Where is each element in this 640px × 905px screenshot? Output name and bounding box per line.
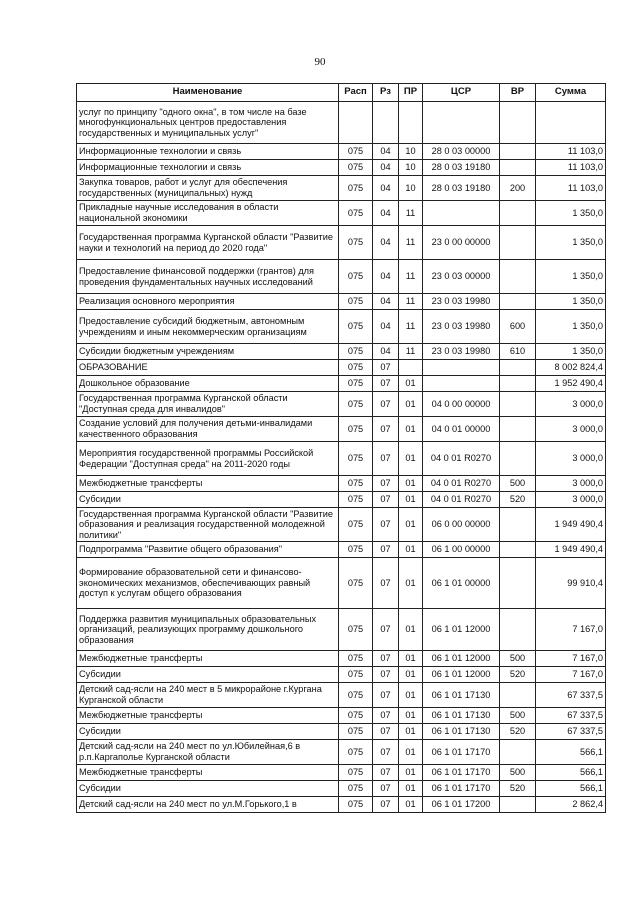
cell-pr — [399, 102, 423, 144]
cell-rz: 04 — [373, 310, 399, 344]
cell-rasp: 075 — [339, 797, 373, 813]
cell-pr: 01 — [399, 781, 423, 797]
table-row — [77, 294, 606, 310]
cell-csr: 04 0 01 R0270 — [423, 476, 500, 492]
cell-csr: 06 1 01 00000 — [423, 558, 500, 609]
cell-name: Государственная программа Курганской области "Развитие образования и реализация государственной молодежной политики" — [77, 508, 339, 542]
cell-rasp: 075 — [339, 442, 373, 476]
cell-pr: 11 — [399, 201, 423, 226]
cell-rasp: 075 — [339, 160, 373, 176]
table-row — [77, 442, 606, 476]
cell-pr: 01 — [399, 417, 423, 442]
cell-name: Создание условий для получения детьми-инвалидами качественного образования — [77, 417, 339, 442]
cell-name: Мероприятия государственной программы Российской Федерации "Доступная среда" на 2011-2020 годы — [77, 442, 339, 476]
cell-vr — [500, 558, 536, 609]
cell-rz: 04 — [373, 176, 399, 201]
cell-vr: 500 — [500, 708, 536, 724]
budget-table — [76, 83, 606, 813]
cell-sum: 67 337,5 — [536, 724, 606, 740]
cell-rasp: 075 — [339, 724, 373, 740]
cell-vr: 500 — [500, 651, 536, 667]
cell-sum: 1 350,0 — [536, 310, 606, 344]
cell-rasp: 075 — [339, 144, 373, 160]
cell-rasp: 075 — [339, 417, 373, 442]
cell-csr: 23 0 03 19980 — [423, 310, 500, 344]
header-sum: Сумма — [536, 84, 606, 102]
cell-rz: 07 — [373, 609, 399, 651]
cell-csr: 28 0 03 19180 — [423, 176, 500, 201]
table-row — [77, 508, 606, 542]
table-row — [77, 392, 606, 417]
cell-rz — [373, 102, 399, 144]
cell-csr: 06 1 01 17200 — [423, 797, 500, 813]
table-row — [77, 724, 606, 740]
cell-vr — [500, 102, 536, 144]
cell-rasp: 075 — [339, 765, 373, 781]
cell-vr — [500, 160, 536, 176]
table-row — [77, 344, 606, 360]
cell-rasp: 075 — [339, 226, 373, 260]
cell-vr — [500, 392, 536, 417]
cell-rasp: 075 — [339, 360, 373, 376]
table-row — [77, 651, 606, 667]
cell-pr: 01 — [399, 542, 423, 558]
cell-csr: 06 1 01 17170 — [423, 781, 500, 797]
cell-csr: 28 0 03 00000 — [423, 144, 500, 160]
header-name: Наименование — [77, 84, 339, 102]
cell-name: Предоставление субсидий бюджетным, автономным учреждениям и иным некоммерческим организациям — [77, 310, 339, 344]
cell-vr — [500, 417, 536, 442]
cell-vr — [500, 226, 536, 260]
cell-pr: 01 — [399, 392, 423, 417]
cell-rasp: 075 — [339, 310, 373, 344]
cell-sum — [536, 102, 606, 144]
cell-vr — [500, 294, 536, 310]
cell-vr: 500 — [500, 476, 536, 492]
table-row — [77, 226, 606, 260]
cell-name: Прикладные научные исследования в области национальной экономики — [77, 201, 339, 226]
cell-csr — [423, 201, 500, 226]
cell-pr: 10 — [399, 176, 423, 201]
cell-csr: 23 0 00 00000 — [423, 226, 500, 260]
cell-name: Субсидии — [77, 724, 339, 740]
table-row — [77, 740, 606, 765]
cell-name: Формирование образовательной сети и финансово-экономических механизмов, обеспечивающих равный доступ к услугам общего образования — [77, 558, 339, 609]
cell-rz: 04 — [373, 260, 399, 294]
cell-vr: 520 — [500, 667, 536, 683]
cell-sum: 99 910,4 — [536, 558, 606, 609]
cell-pr — [399, 360, 423, 376]
cell-vr — [500, 201, 536, 226]
cell-name: Субсидии — [77, 667, 339, 683]
cell-sum: 67 337,5 — [536, 708, 606, 724]
cell-vr — [500, 442, 536, 476]
cell-pr: 01 — [399, 667, 423, 683]
table-row — [77, 797, 606, 813]
cell-vr: 500 — [500, 765, 536, 781]
cell-vr — [500, 144, 536, 160]
table-row — [77, 781, 606, 797]
cell-rz: 07 — [373, 476, 399, 492]
cell-rz: 04 — [373, 144, 399, 160]
cell-pr: 01 — [399, 683, 423, 708]
cell-name: Информационные технологии и связь — [77, 144, 339, 160]
cell-pr: 01 — [399, 442, 423, 476]
cell-sum: 1 949 490,4 — [536, 542, 606, 558]
cell-name: услуг по принципу "одного окна", в том числе на базе многофункциональных центров предоставления государственных и муниципальных услуг" — [77, 102, 339, 144]
table-row — [77, 176, 606, 201]
cell-csr: 06 1 01 17170 — [423, 765, 500, 781]
cell-sum: 566,1 — [536, 765, 606, 781]
cell-rz: 07 — [373, 781, 399, 797]
table-row — [77, 376, 606, 392]
cell-csr: 06 1 01 12000 — [423, 609, 500, 651]
cell-pr: 11 — [399, 344, 423, 360]
cell-pr: 10 — [399, 144, 423, 160]
cell-rasp: 075 — [339, 781, 373, 797]
cell-sum: 1 952 490,4 — [536, 376, 606, 392]
cell-rz: 07 — [373, 740, 399, 765]
table-row — [77, 558, 606, 609]
cell-rasp: 075 — [339, 667, 373, 683]
table-row — [77, 260, 606, 294]
page-number: 90 — [314, 56, 326, 68]
cell-csr: 06 1 01 17170 — [423, 740, 500, 765]
cell-rasp: 075 — [339, 294, 373, 310]
cell-name: Предоставление финансовой поддержки (грантов) для проведения фундаментальных научных исследований — [77, 260, 339, 294]
cell-rz: 04 — [373, 344, 399, 360]
cell-sum: 1 350,0 — [536, 226, 606, 260]
cell-pr: 01 — [399, 765, 423, 781]
cell-rasp: 075 — [339, 542, 373, 558]
cell-rz: 07 — [373, 492, 399, 508]
cell-name: Закупка товаров, работ и услуг для обеспечения государственных (муниципальных) нужд — [77, 176, 339, 201]
cell-rz: 07 — [373, 542, 399, 558]
header-vr: ВР — [500, 84, 536, 102]
cell-name: Информационные технологии и связь — [77, 160, 339, 176]
table-row — [77, 542, 606, 558]
cell-rz: 07 — [373, 392, 399, 417]
cell-pr: 11 — [399, 294, 423, 310]
cell-rz: 07 — [373, 724, 399, 740]
table-row — [77, 476, 606, 492]
table-row — [77, 417, 606, 442]
cell-pr: 11 — [399, 226, 423, 260]
cell-sum: 3 000,0 — [536, 476, 606, 492]
cell-csr: 06 1 01 17130 — [423, 683, 500, 708]
cell-vr — [500, 740, 536, 765]
cell-name: Субсидии — [77, 781, 339, 797]
cell-pr: 01 — [399, 476, 423, 492]
cell-csr: 06 1 01 17130 — [423, 724, 500, 740]
table-row — [77, 160, 606, 176]
cell-name: Поддержка развития муниципальных образовательных организаций, реализующих программу дошкольного образования — [77, 609, 339, 651]
cell-sum: 8 002 824,4 — [536, 360, 606, 376]
cell-vr — [500, 360, 536, 376]
table-row — [77, 683, 606, 708]
cell-name: Субсидии бюджетным учреждениям — [77, 344, 339, 360]
cell-rasp: 075 — [339, 708, 373, 724]
cell-rasp: 075 — [339, 651, 373, 667]
cell-rz: 07 — [373, 651, 399, 667]
cell-sum: 67 337,5 — [536, 683, 606, 708]
cell-vr: 610 — [500, 344, 536, 360]
cell-csr: 23 0 03 19980 — [423, 344, 500, 360]
table-row — [77, 708, 606, 724]
cell-rasp: 075 — [339, 609, 373, 651]
table-row — [77, 492, 606, 508]
cell-csr: 23 0 03 00000 — [423, 260, 500, 294]
table-row — [77, 609, 606, 651]
cell-rasp: 075 — [339, 558, 373, 609]
cell-pr: 01 — [399, 651, 423, 667]
cell-name: Дошкольное образование — [77, 376, 339, 392]
cell-rz: 04 — [373, 226, 399, 260]
cell-vr: 520 — [500, 724, 536, 740]
cell-rz: 07 — [373, 442, 399, 476]
cell-name: Детский сад-ясли на 240 мест в 5 микрорайоне г.Кургана Курганской области — [77, 683, 339, 708]
cell-name: Государственная программа Курганской области "Развитие науки и технологий на период до 2020 года" — [77, 226, 339, 260]
table-row — [77, 310, 606, 344]
cell-name: Реализация основного мероприятия — [77, 294, 339, 310]
table-row — [77, 667, 606, 683]
cell-csr: 06 1 01 17130 — [423, 708, 500, 724]
cell-rz: 07 — [373, 508, 399, 542]
cell-csr: 28 0 03 19180 — [423, 160, 500, 176]
cell-name: Субсидии — [77, 492, 339, 508]
cell-rasp: 075 — [339, 176, 373, 201]
cell-name: Межбюджетные трансферты — [77, 476, 339, 492]
cell-csr: 04 0 00 00000 — [423, 392, 500, 417]
header-pr: ПР — [399, 84, 423, 102]
cell-vr — [500, 542, 536, 558]
cell-name: ОБРАЗОВАНИЕ — [77, 360, 339, 376]
header-csr: ЦСР — [423, 84, 500, 102]
cell-sum: 3 000,0 — [536, 492, 606, 508]
cell-csr: 04 0 01 R0270 — [423, 492, 500, 508]
cell-rasp: 075 — [339, 201, 373, 226]
cell-vr — [500, 508, 536, 542]
cell-pr: 11 — [399, 310, 423, 344]
cell-sum: 7 167,0 — [536, 667, 606, 683]
cell-pr: 01 — [399, 376, 423, 392]
cell-sum: 11 103,0 — [536, 160, 606, 176]
table-row — [77, 765, 606, 781]
cell-rz: 07 — [373, 708, 399, 724]
table-header-row — [77, 84, 606, 102]
cell-sum: 1 949 490,4 — [536, 508, 606, 542]
header-rz: Рз — [373, 84, 399, 102]
cell-name: Межбюджетные трансферты — [77, 765, 339, 781]
table-row — [77, 201, 606, 226]
cell-rasp: 075 — [339, 740, 373, 765]
cell-csr: 06 1 01 12000 — [423, 667, 500, 683]
cell-sum: 1 350,0 — [536, 344, 606, 360]
cell-name: Детский сад-ясли на 240 мест по ул.Юбилейная,6 в р.п.Каргаполье Курганской области — [77, 740, 339, 765]
cell-pr: 01 — [399, 492, 423, 508]
cell-name: Межбюджетные трансферты — [77, 708, 339, 724]
cell-pr: 01 — [399, 740, 423, 765]
cell-sum: 566,1 — [536, 781, 606, 797]
cell-sum: 566,1 — [536, 740, 606, 765]
cell-rz: 04 — [373, 294, 399, 310]
cell-vr — [500, 797, 536, 813]
cell-name: Подпрограмма "Развитие общего образования" — [77, 542, 339, 558]
cell-name: Государственная программа Курганской области "Доступная среда для инвалидов" — [77, 392, 339, 417]
table-row — [77, 144, 606, 160]
cell-rz: 07 — [373, 667, 399, 683]
cell-csr: 06 0 00 00000 — [423, 508, 500, 542]
cell-name: Детский сад-ясли на 240 мест по ул.М.Горького,1 в — [77, 797, 339, 813]
cell-vr — [500, 609, 536, 651]
cell-sum: 1 350,0 — [536, 260, 606, 294]
cell-rz: 07 — [373, 683, 399, 708]
cell-pr: 01 — [399, 609, 423, 651]
cell-sum: 1 350,0 — [536, 294, 606, 310]
cell-rz: 07 — [373, 558, 399, 609]
cell-vr: 600 — [500, 310, 536, 344]
cell-rasp: 075 — [339, 683, 373, 708]
cell-rz: 04 — [373, 160, 399, 176]
cell-rasp: 075 — [339, 476, 373, 492]
cell-pr: 01 — [399, 797, 423, 813]
cell-sum: 2 862,4 — [536, 797, 606, 813]
cell-sum: 7 167,0 — [536, 609, 606, 651]
cell-csr — [423, 360, 500, 376]
cell-csr — [423, 376, 500, 392]
cell-vr: 200 — [500, 176, 536, 201]
cell-rz: 04 — [373, 201, 399, 226]
cell-sum: 1 350,0 — [536, 201, 606, 226]
cell-csr — [423, 102, 500, 144]
cell-vr — [500, 376, 536, 392]
cell-sum: 3 000,0 — [536, 392, 606, 417]
cell-rz: 07 — [373, 417, 399, 442]
cell-rz: 07 — [373, 797, 399, 813]
cell-rasp: 075 — [339, 260, 373, 294]
cell-sum: 7 167,0 — [536, 651, 606, 667]
cell-vr: 520 — [500, 781, 536, 797]
cell-sum: 11 103,0 — [536, 176, 606, 201]
cell-pr: 01 — [399, 724, 423, 740]
cell-vr — [500, 260, 536, 294]
cell-csr: 04 0 01 00000 — [423, 417, 500, 442]
cell-pr: 10 — [399, 160, 423, 176]
cell-rz: 07 — [373, 376, 399, 392]
header-rasp: Расп — [339, 84, 373, 102]
cell-sum: 11 103,0 — [536, 144, 606, 160]
cell-rasp: 075 — [339, 492, 373, 508]
cell-rasp: 075 — [339, 392, 373, 417]
cell-csr: 04 0 01 R0270 — [423, 442, 500, 476]
table-row — [77, 102, 606, 144]
cell-rasp: 075 — [339, 344, 373, 360]
cell-rasp: 075 — [339, 508, 373, 542]
cell-csr: 06 1 01 12000 — [423, 651, 500, 667]
cell-pr: 01 — [399, 708, 423, 724]
cell-rz: 07 — [373, 765, 399, 781]
table-row — [77, 360, 606, 376]
cell-pr: 01 — [399, 508, 423, 542]
cell-csr: 06 1 00 00000 — [423, 542, 500, 558]
cell-vr — [500, 683, 536, 708]
cell-rz: 07 — [373, 360, 399, 376]
cell-csr: 23 0 03 19980 — [423, 294, 500, 310]
cell-name: Межбюджетные трансферты — [77, 651, 339, 667]
cell-pr: 01 — [399, 558, 423, 609]
cell-rasp: 075 — [339, 376, 373, 392]
cell-rasp — [339, 102, 373, 144]
cell-sum: 3 000,0 — [536, 417, 606, 442]
cell-sum: 3 000,0 — [536, 442, 606, 476]
cell-vr: 520 — [500, 492, 536, 508]
cell-pr: 11 — [399, 260, 423, 294]
